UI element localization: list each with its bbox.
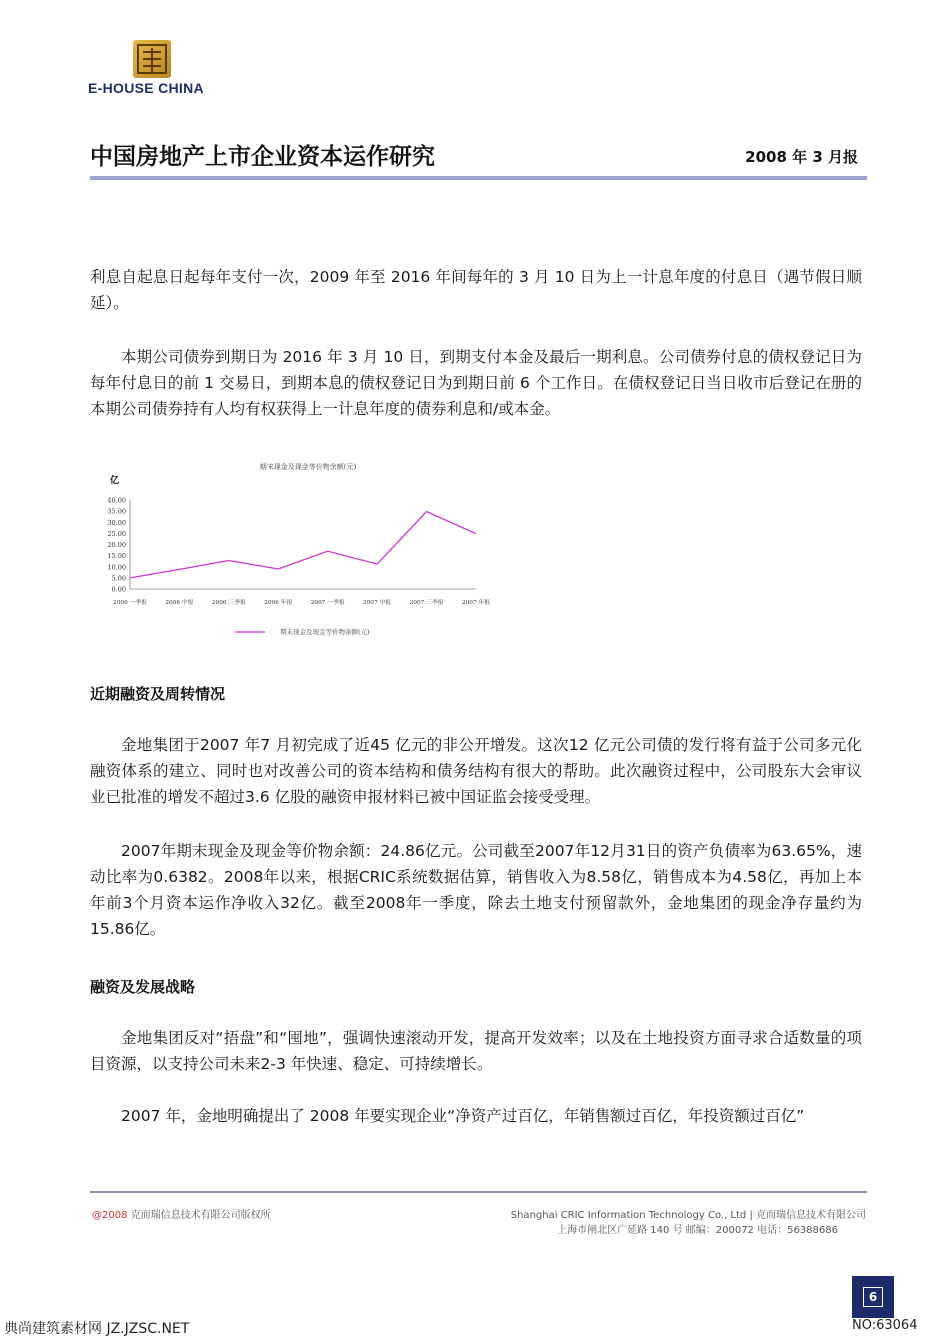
section-heading-financing: 近期融资及周转情况	[90, 685, 226, 703]
company-logo-icon	[133, 40, 171, 78]
copyright-year: @2008	[92, 1210, 128, 1221]
chart-y-label: 亿	[110, 476, 120, 486]
header-divider	[90, 176, 867, 180]
page-number: 6	[863, 1287, 883, 1307]
paragraph-4: 2007年期末现金及现金等价物余额：24.86亿元。公司截至2007年12月31日的资产负债率为63.65%，速动比率为0.6382。2008年以来，根据CRIC系统数据估算，销售收入为8.58亿，销售成本为4.58亿，再加上本年前3个月资本运作净收入32亿。截至2008年一季度，除去土地支付预留款外，金地集团的现金净存量约为15.86亿。	[90, 842, 862, 938]
page-number-badge	[852, 1276, 894, 1318]
x-tick-label: 2007 一季报	[310, 600, 345, 606]
y-tick-label: 25.00	[107, 529, 126, 538]
x-tick-label: 2007 中报	[363, 600, 392, 606]
series-line	[130, 512, 476, 578]
footer-divider	[90, 1191, 867, 1193]
x-tick-label: 2006 中报	[165, 600, 194, 606]
paragraph-1: 利息自起息日起每年支付一次，2009 年至 2016 年间每年的 3 月 10 日为上一计息年度的付息日（遇节假日顺延）。	[90, 268, 862, 312]
footer-company: Shanghai CRIC Information Technology Co., Ltd | 克而瑞信息技术有限公司	[510, 1210, 866, 1221]
y-tick-label: 0.00	[111, 585, 126, 594]
watermark-site: 典尚建筑素材网 JZ.JZSC.NET	[4, 1321, 190, 1337]
footer-address: 上海市闸北区广延路 140 号 邮编：200072 电话：56388686	[557, 1225, 838, 1236]
y-tick-label: 30.00	[107, 518, 126, 527]
x-tick-label: 2006 年报	[264, 600, 293, 606]
y-tick-label: 20.00	[107, 541, 126, 549]
footer-copyright	[92, 1206, 271, 1221]
paragraph-6: 2007 年，金地明确提出了 2008 年要实现企业“净资产过百亿，年销售额过百亿，年投资额过百亿”	[121, 1107, 805, 1125]
report-date: 2008 年 3 月报	[745, 148, 858, 166]
y-tick-label: 5.00	[111, 574, 126, 583]
paragraph-3: 金地集团于2007 年7 月初完成了近45 亿元的非公开增发。这次12 亿元公司债的发行将有益于公司多元化融资体系的建立、同时也对改善公司的资本结构和债务结构有很大的帮助。此次融资过程中，公司股东大会审议业已批准的增发不超过3.6 亿股的融资申报材料已被中国证监会接受受理。	[90, 736, 862, 806]
x-tick-label: 2006 三季报	[211, 600, 246, 606]
cash-balance-line-chart	[100, 455, 500, 645]
document-title: 中国房地产上市企业资本运作研究	[90, 144, 435, 170]
x-tick-label: 2007 三季报	[409, 600, 444, 606]
paragraph-5: 金地集团反对“捂盘”和“囤地”，强调快速滚动开发，提高开发效率；以及在土地投资方面寻求合适数量的项目资源，以支持公司未来2-3 年快速、稳定、可持续增长。	[90, 1029, 862, 1073]
y-tick-label: 35.00	[107, 507, 126, 516]
y-axis	[107, 497, 130, 594]
legend-label: 期末现金及现金等价物余额(元)	[280, 628, 370, 636]
copyright-text: 克而瑞信息技术有限公司版权所	[127, 1210, 271, 1221]
y-tick-label: 15.00	[107, 552, 126, 561]
x-tick-label: 2007 年报	[461, 600, 491, 606]
y-tick-label: 40.00	[107, 496, 126, 505]
x-tick-label: 2006 一季报	[113, 600, 147, 606]
y-tick-label: 10.00	[107, 563, 126, 572]
section-heading-strategy: 融资及发展战略	[90, 978, 196, 996]
logo-text: E-HOUSE CHINA	[88, 80, 204, 96]
chart-title: 期末现金及现金等价物余额(元)	[259, 463, 357, 471]
paragraph-2: 本期公司债券到期日为 2016 年 3 月 10 日，到期支付本金及最后一期利息。公司债券付息的债权登记日为每年付息日的前 1 交易日，到期本息的债权登记日为到期日前 6 个工作日。在债权登记日当日收市后登记在册的本期公司债券持有人均有权获得上一计息年度的债券利息和/或本金。	[90, 348, 862, 418]
watermark-number: NO:63064	[852, 1318, 918, 1333]
x-axis	[113, 589, 490, 606]
